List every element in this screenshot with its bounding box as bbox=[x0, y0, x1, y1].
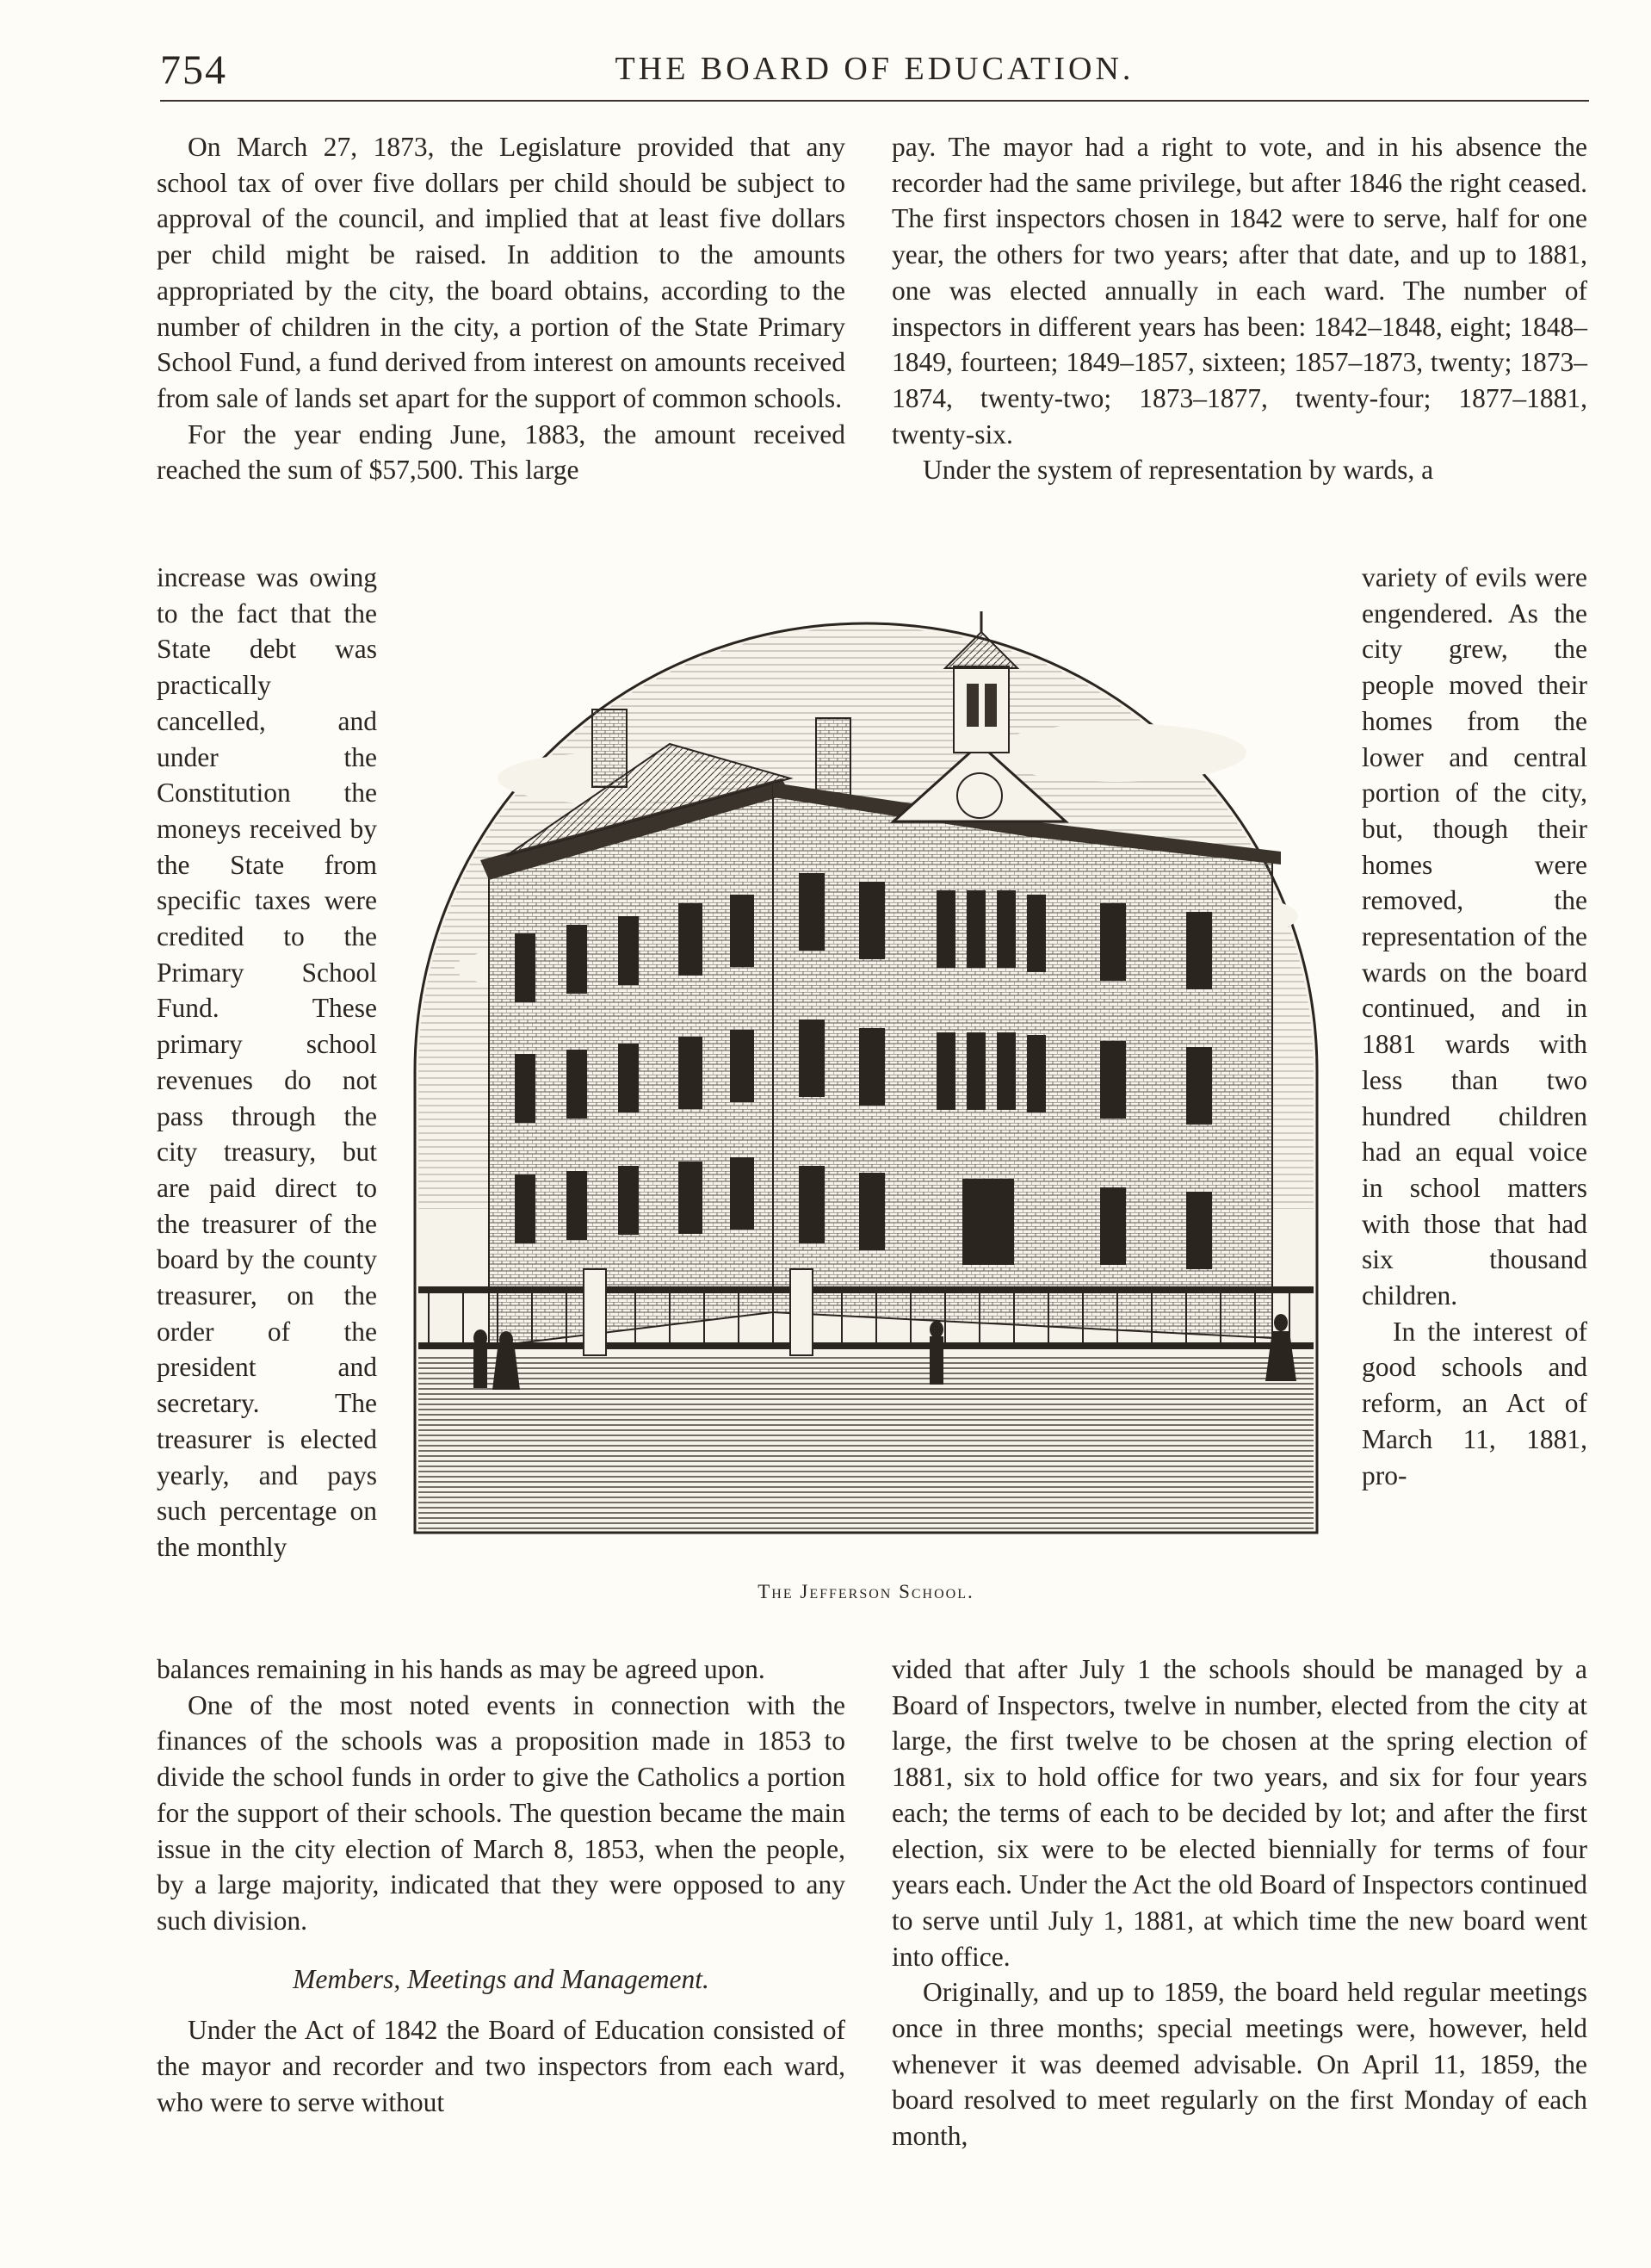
paragraph: Under the system of representation by wards, a bbox=[923, 455, 1434, 486]
page-number: 754 bbox=[160, 47, 227, 93]
right-column-bottom bbox=[892, 1651, 1587, 2154]
paragraph: vided that after July 1 the schools should be managed by a Board of Inspectors, twelve in number, elected from the city at large, the first twelve to be chosen at the spring election of 1881, six to hold office for two years, and six for four years each; the terms of each to be decided by lot; and after the first election, six were to be elected biennially for terms of four years each. Under the Act the old Board of Inspectors continued to serve until July 1, 1881, at which time the new board went into office. bbox=[892, 1654, 1587, 1972]
paragraph: For the year ending June, 1883, the amount received reached the sum of $57,500. This large bbox=[157, 418, 845, 486]
left-column-bottom bbox=[157, 1651, 845, 2120]
paragraph: One of the most noted events in connection with the finances of the schools was a proposition made in 1853 to divide the school funds in order to give the Catholics a portion for the support of their schools. The question became the main issue in the city election of March 8, 1853, when the people, by a large majority, indicated that they were opposed to any such division. bbox=[157, 1689, 845, 1936]
paragraph: increase was owing to the fact that the State debt was practically cancelled, and under the Constitution the moneys received by the State from specific taxes were credited to the Primary School Fund. These primary school revenues do not pass through the city treasury, but are paid direct to the treasurer of the board by the county treasurer, on the order of the president and secretary. The treasurer is elected yearly, and pays such percentage on the monthly bbox=[157, 562, 377, 1562]
paragraph: variety of evils were engendered. As the city grew, the people moved their homes from the lower and central portion of the city, but, though their homes were removed, the representation of the wards on the board continued, and in 1881 wards with less than two hundred children had an equal voice in school matters with those that had six thousand children. bbox=[1362, 562, 1587, 1311]
figure-caption: The Jefferson School. bbox=[757, 1581, 974, 1602]
paragraph: pay. The mayor had a right to vote, and in his absence the recorder had the same privilege, but after 1846 the right ceased. The first inspectors chosen in 1842 were to serve, half for one year, the others for two years; after that date, and up to 1881, one was elected annually in each ward. The number of inspectors in different years has been: 1842–1848, eight; 1848–1849, fourteen; 1849–1857, sixteen; 1857–1873, twenty; 1873–1874, twenty-two; 1873–1877, twenty-four; 1877–1881, twenty-six. bbox=[892, 132, 1587, 449]
page-header bbox=[160, 46, 1589, 100]
paragraph: Originally, and up to 1859, the board held regular meetings once in three months; special meetings were, however, held whenever it was deemed advisable. On April 11, 1859, the board resolved to meet regularly on the first Monday of each month, bbox=[892, 1977, 1587, 2152]
paragraph: On March 27, 1873, the Legislature provided that any school tax of over five dollars per child should be subject to approval of the council, and implied that at least five dollars per child might be raised. In addition to the amounts appropriated by the city, the board obtains, according to the number of children in the city, a portion of the State Primary School Fund, a fund derived from interest on amounts received from sale of lands set apart for the support of common schools. bbox=[157, 132, 845, 413]
right-column-top bbox=[892, 129, 1587, 488]
left-column-top bbox=[157, 129, 845, 488]
right-wrap-text bbox=[1362, 560, 1587, 1493]
left-wrap-text bbox=[157, 560, 377, 1565]
running-title: THE BOARD OF EDUCATION. bbox=[615, 51, 1135, 87]
header-rule bbox=[160, 100, 1589, 102]
paragraph: In the interest of good schools and reform, an Act of March 11, 1881, pro- bbox=[1362, 1316, 1587, 1490]
section-heading: Members, Meetings and Management. bbox=[293, 1963, 709, 1994]
paragraph: balances remaining in his hands as may be agreed upon. bbox=[157, 1654, 765, 1684]
paragraph: Under the Act of 1842 the Board of Education consisted of the mayor and recorder and two inspectors from each ward, who were to serve without bbox=[157, 2015, 845, 2117]
jefferson-school-engraving bbox=[411, 606, 1320, 1536]
